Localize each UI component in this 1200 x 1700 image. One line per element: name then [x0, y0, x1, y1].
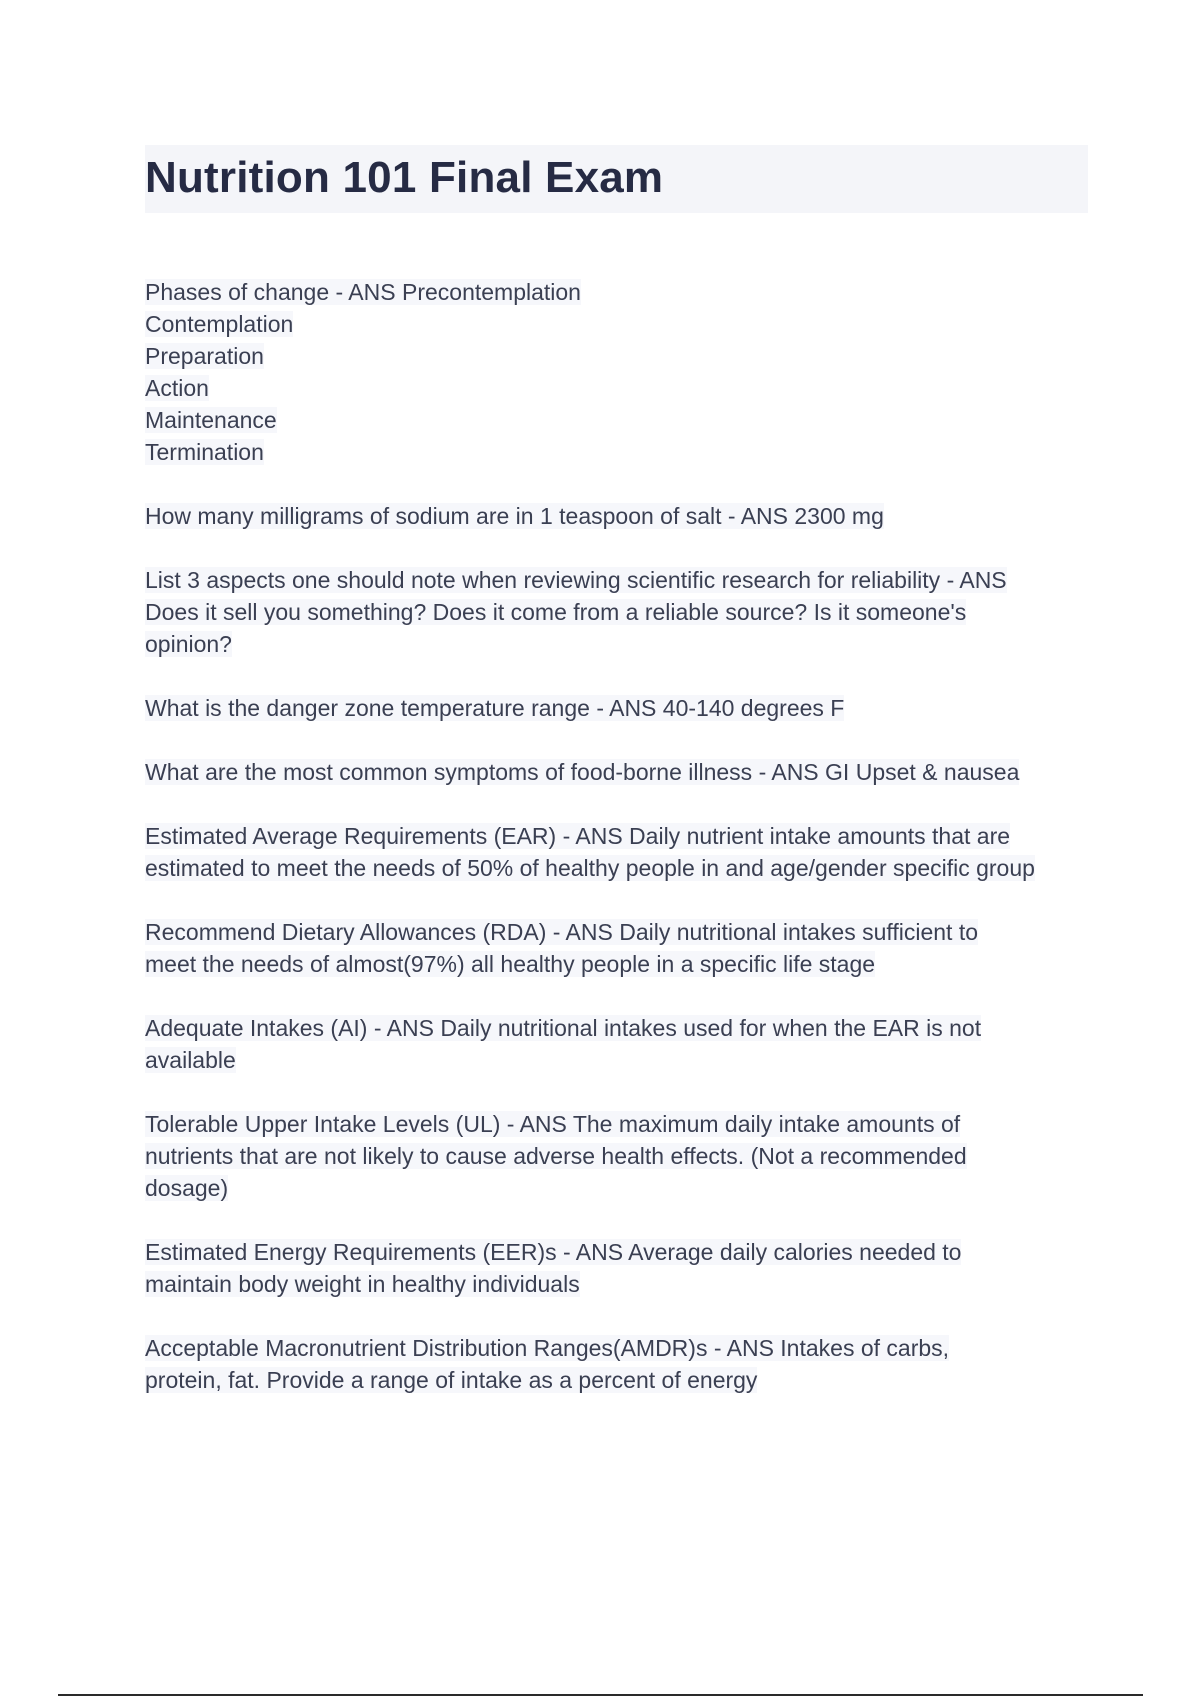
qa-line [145, 340, 1095, 372]
footer-divider [58, 1694, 1143, 1696]
qa-line [145, 1108, 1095, 1140]
qa-line [145, 308, 1095, 340]
qa-line [145, 820, 1095, 852]
title-banner [145, 145, 1088, 213]
qa-line [145, 1364, 1095, 1396]
qa-line [145, 404, 1095, 436]
qa-line [145, 1332, 1095, 1364]
qa-line-text: List 3 aspects one should note when reviewing scientific research for reliability - ANS [145, 567, 1007, 593]
qa-line-text: dosage) [145, 1175, 229, 1201]
qa-line-text: Maintenance [145, 407, 277, 433]
qa-line-text: Tolerable Upper Intake Levels (UL) - ANS The maximum daily intake amounts of [145, 1111, 961, 1137]
qa-item [145, 1332, 1095, 1396]
qa-line [145, 564, 1095, 596]
qa-line-text: Estimated Energy Requirements (EER)s - ANS Average daily calories needed to [145, 1239, 962, 1265]
qa-line-text: opinion? [145, 631, 232, 657]
qa-line [145, 596, 1095, 628]
qa-item [145, 756, 1095, 788]
qa-line [145, 500, 1095, 532]
qa-line-text: Contemplation [145, 311, 294, 337]
qa-line [145, 372, 1095, 404]
qa-line-text: Termination [145, 439, 264, 465]
qa-line-text: What are the most common symptoms of food-borne illness - ANS GI Upset & nausea [145, 759, 1020, 785]
qa-line [145, 628, 1095, 660]
qa-item [145, 1012, 1095, 1076]
qa-line-text: maintain body weight in healthy individuals [145, 1271, 580, 1297]
qa-line-text: meet the needs of almost(97%) all healthy people in a specific life stage [145, 951, 876, 977]
qa-line [145, 436, 1095, 468]
qa-line-text: Estimated Average Requirements (EAR) - ANS Daily nutrient intake amounts that are [145, 823, 1011, 849]
qa-line [145, 948, 1095, 980]
qa-line [145, 1236, 1095, 1268]
qa-line [145, 1268, 1095, 1300]
qa-item [145, 1108, 1095, 1204]
qa-line-text: Phases of change - ANS Precontemplation [145, 279, 581, 305]
qa-line-text: Acceptable Macronutrient Distribution Ranges(AMDR)s - ANS Intakes of carbs, [145, 1335, 950, 1361]
qa-item [145, 276, 1095, 468]
qa-line [145, 756, 1095, 788]
qa-item [145, 1236, 1095, 1300]
qa-line-text: Does it sell you something? Does it come from a reliable source? Is it someone's [145, 599, 967, 625]
qa-item [145, 916, 1095, 980]
qa-line [145, 916, 1095, 948]
page-title: Nutrition 101 Final Exam [145, 153, 664, 202]
qa-line [145, 1172, 1095, 1204]
qa-line-text: How many milligrams of sodium are in 1 teaspoon of salt - ANS 2300 mg [145, 503, 884, 529]
qa-item [145, 500, 1095, 532]
qa-line [145, 852, 1095, 884]
qa-line-text: protein, fat. Provide a range of intake as a percent of energy [145, 1367, 758, 1393]
qa-line-text: What is the danger zone temperature range - ANS 40-140 degrees F [145, 695, 845, 721]
qa-line [145, 692, 1095, 724]
qa-line-text: nutrients that are not likely to cause adverse health effects. (Not a recommended [145, 1143, 967, 1169]
qa-line-text: available [145, 1047, 236, 1073]
qa-line-text: Preparation [145, 343, 264, 369]
qa-line-text: Recommend Dietary Allowances (RDA) - ANS Daily nutritional intakes sufficient to [145, 919, 979, 945]
qa-item [145, 820, 1095, 884]
qa-line [145, 1044, 1095, 1076]
qa-line [145, 1012, 1095, 1044]
qa-item [145, 564, 1095, 660]
qa-line [145, 1140, 1095, 1172]
qa-line-text: Action [145, 375, 209, 401]
qa-list [145, 276, 1095, 1428]
qa-line-text: Adequate Intakes (AI) - ANS Daily nutritional intakes used for when the EAR is not [145, 1015, 982, 1041]
qa-item [145, 692, 1095, 724]
qa-line [145, 276, 1095, 308]
qa-line-text: estimated to meet the needs of 50% of healthy people in and age/gender specific group [145, 855, 1035, 881]
